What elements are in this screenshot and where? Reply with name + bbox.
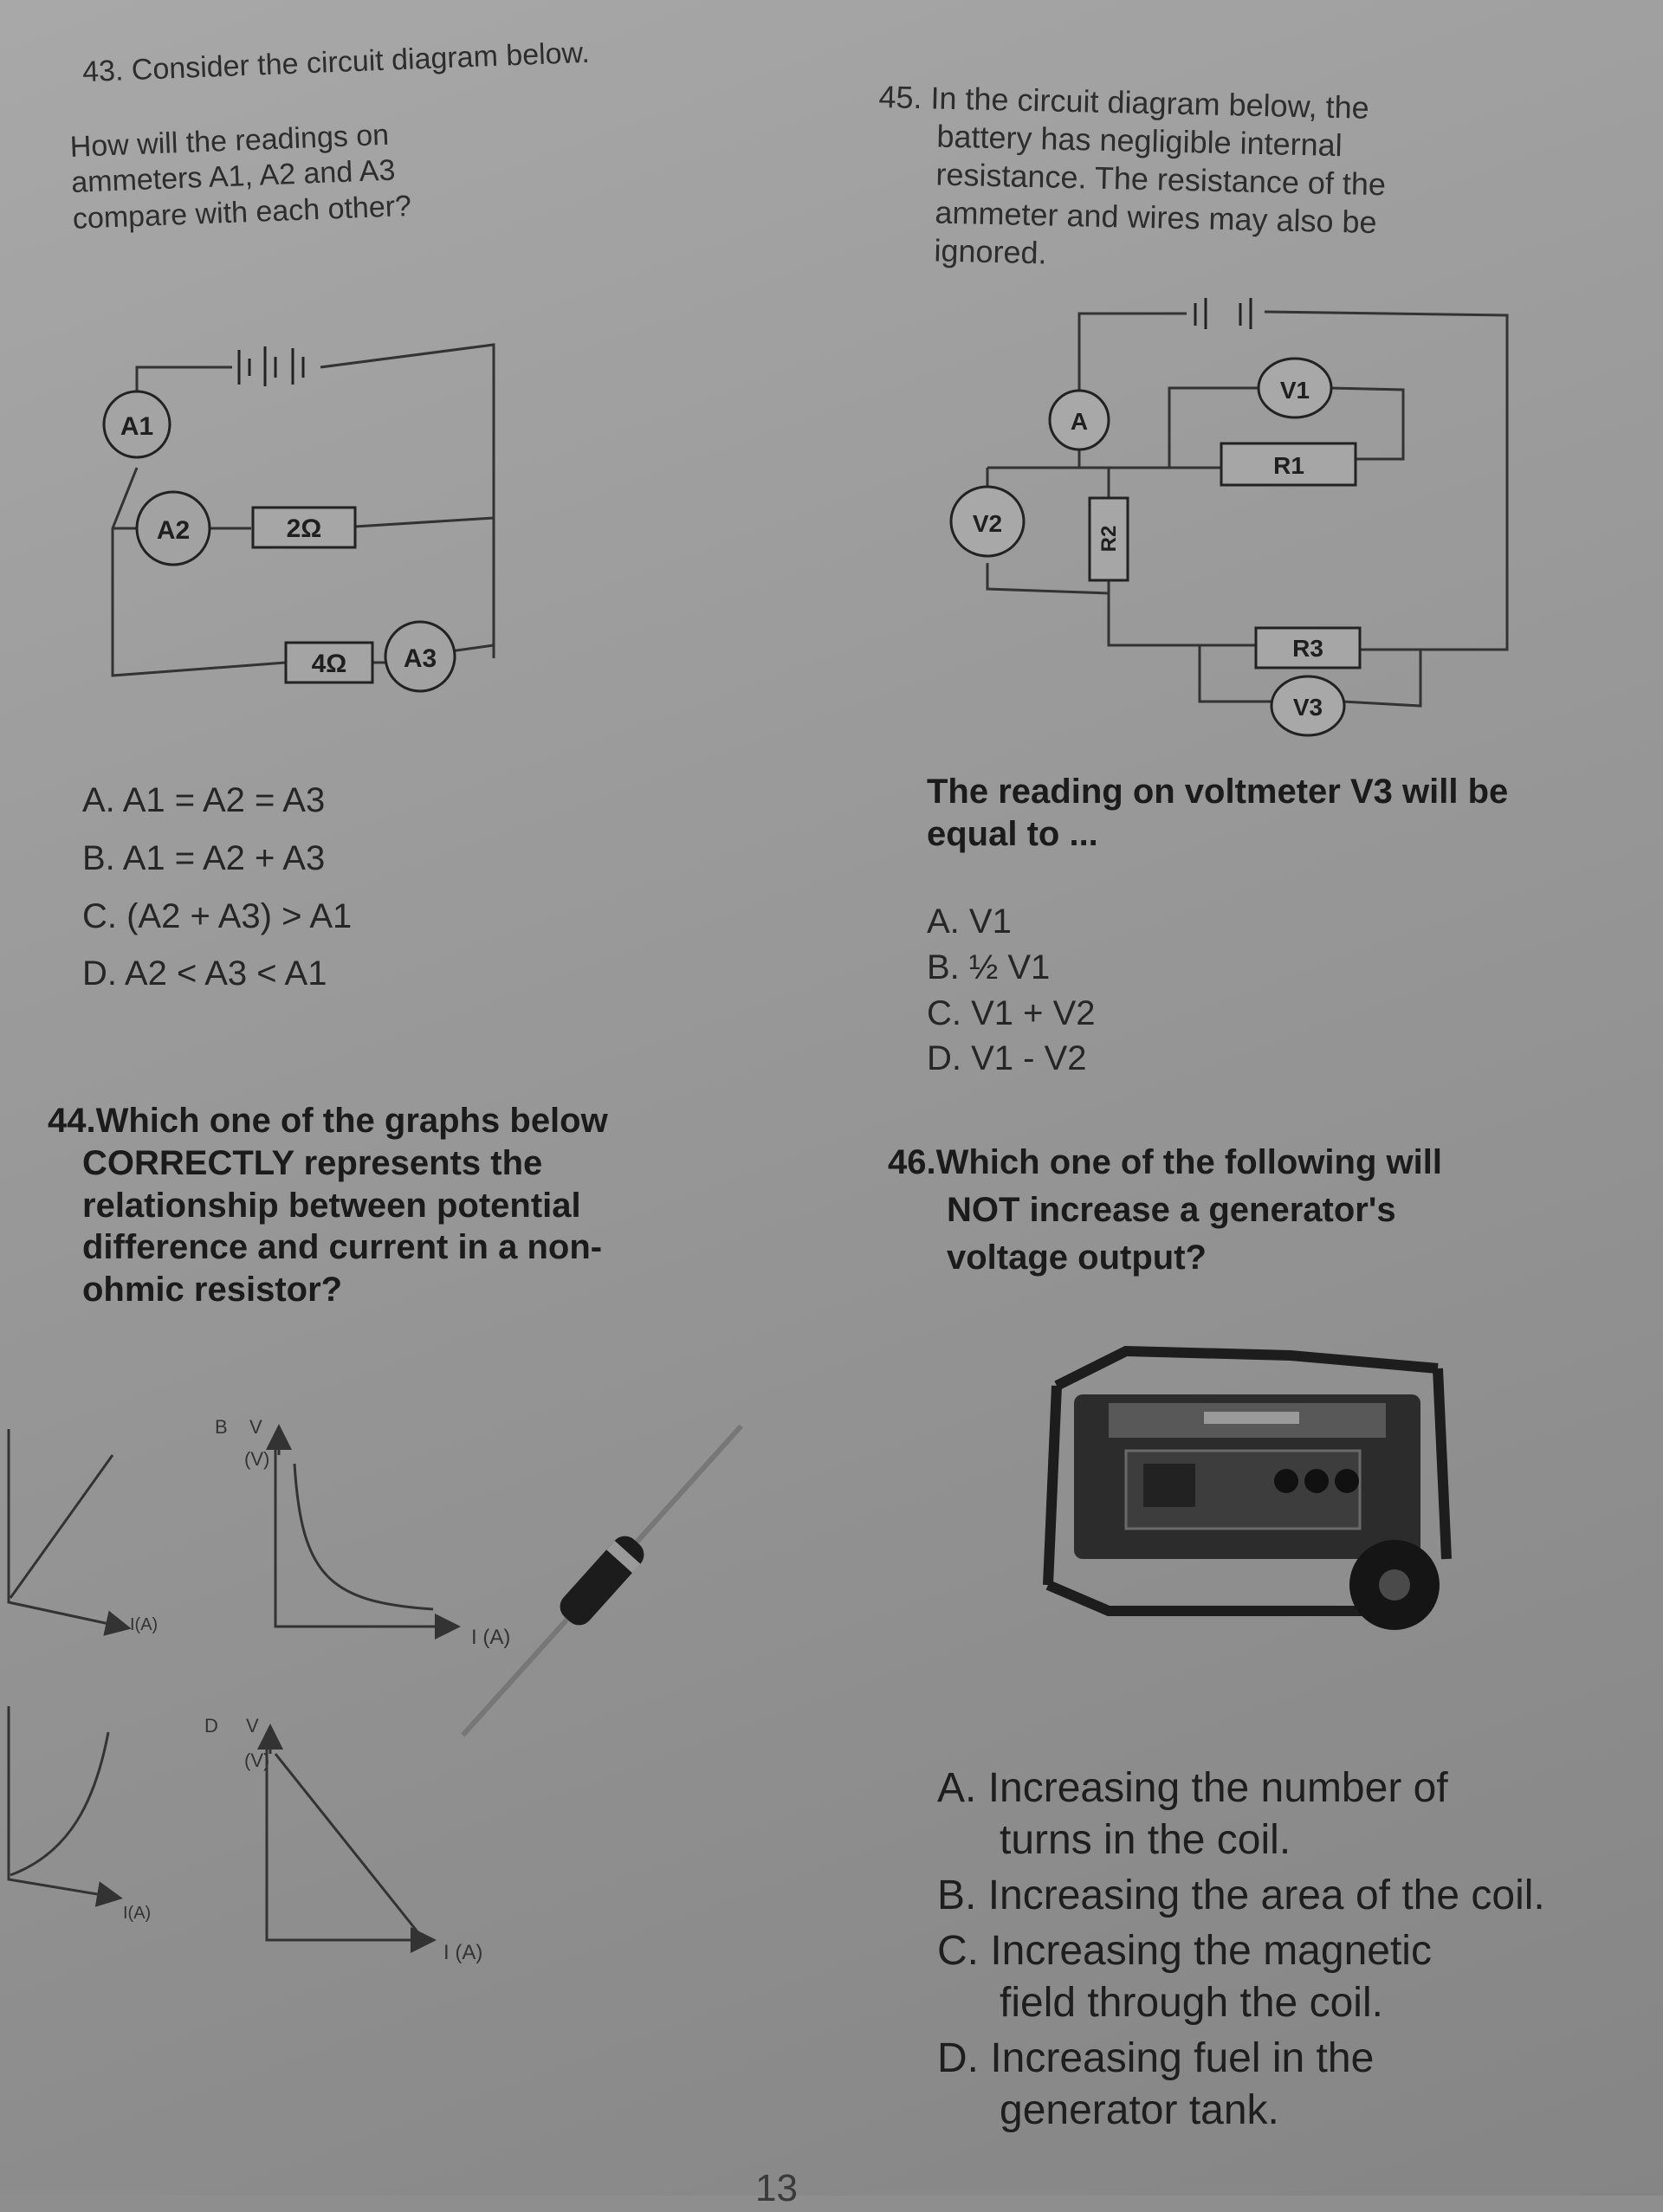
q45-wire [1079,314,1187,390]
graph-b-axes [275,1446,450,1627]
graph-b [215,1416,510,1649]
graph-d-y-unit: (V) [244,1750,270,1771]
q43-options [82,779,352,995]
resistor-r3-label: R3 [1292,635,1323,662]
generator-frame [1438,1368,1446,1559]
graph-d-tag: D [204,1715,218,1737]
q46-prompt-line: voltage output? [947,1238,1207,1277]
q43-option-a: A. A1 = A2 = A3 [82,781,326,819]
q44-prompt-line: CORRECTLY represents the [82,1143,543,1182]
q45-option-a: A. V1 [927,902,1012,941]
voltmeter-v3-label: V3 [1292,694,1323,721]
q45-option-b: B. ½ V1 [927,948,1051,986]
q44-prompt-line: 44.Which one of the graphs below [48,1102,608,1140]
q43-prompt-line: How will the readings on [69,118,390,164]
q46-option-b-line: B. Increasing the area of the coil. [937,1872,1545,1918]
q44-prompt [48,1100,689,1311]
q45-question-line: equal to ... [927,814,1098,853]
q45-prompt-line: resistance. The resistance of the [935,156,1387,203]
graph-d-line [275,1754,423,1938]
q46-option-d [937,2033,1630,2137]
generator-frame [1057,1351,1438,1386]
q43-wire [355,518,494,527]
resistor-4-ohm-label: 4Ω [311,650,347,678]
q45-question [927,771,1508,856]
q46-options [937,1762,1630,2137]
q44-prompt-line: relationship between potential [82,1186,581,1225]
q45-option-c: C. V1 + V2 [927,993,1096,1032]
resistor-2-ohm-label: 2Ω [286,514,322,543]
graph-d [204,1715,482,1964]
battery-icon [239,346,303,386]
graph-d-y-label: V [246,1715,259,1737]
q45-wire [1109,580,1256,645]
graph-a-axes [9,1429,121,1627]
q43-prompt-line: compare with each other? [72,189,412,236]
voltmeter-v2-label: V2 [972,510,1003,537]
resistor-r1-label: R1 [1273,452,1304,479]
voltmeter-v1-label: V1 [1279,377,1310,404]
q45-circuit-diagram [935,294,1524,745]
generator-photo [1031,1334,1481,1680]
graph-a-curve [10,1455,113,1598]
diode-component [450,1414,754,1746]
q45-options [927,901,1096,1080]
generator-outlet [1274,1469,1298,1493]
q46-prompt-line: 46.Which one of the following will [888,1143,1442,1181]
q46-option-b [937,1870,1630,1922]
q43-wire [450,645,494,651]
generator-engine-part [1143,1464,1195,1507]
generator-frame [1048,1386,1057,1585]
q43-option-c: C. (A2 + A3) > A1 [82,896,353,935]
q43-option-d: D. A2 < A3 < A1 [82,954,327,993]
graph-b-curve [294,1464,433,1609]
q43-wire [320,345,494,658]
q44-prompt-line: difference and current in a non- [82,1228,603,1267]
ammeter-a1-label: A1 [120,412,154,441]
q46-prompt [888,1142,1589,1278]
ammeter-a-label: A [1070,408,1089,435]
q45-option-d: D. V1 - V2 [927,1039,1087,1078]
ammeter-a3-label: A3 [403,644,437,673]
q45-question-line: The reading on voltmeter V3 will be [927,773,1509,811]
q43-circuit-diagram [87,329,502,702]
battery-icon [1195,298,1251,329]
q43-prompt-line: ammeters A1, A2 and A3 [70,154,397,200]
q45-prompt-line: battery has negligible internal [936,118,1343,164]
graph-c-x-label: I(A) [123,1904,152,1923]
q43-option-b: B. A1 = A2 + A3 [82,838,326,877]
graph-c-curve [10,1732,108,1875]
q46-option-c-line: field through the coil. [1000,1980,1383,2026]
q46-option-d-line: D. Increasing fuel in the [937,2035,1375,2081]
graph-a-x-label: I(A) [130,1615,159,1634]
graph-b-y-unit: (V) [244,1448,270,1470]
generator-base [1048,1585,1377,1611]
q45-prompt [875,78,1388,280]
q46-option-a-line: A. Increasing the number of [937,1765,1448,1811]
q46-option-a [937,1762,1630,1866]
q46-option-c-line: C. Increasing the magnetic [937,1928,1432,1974]
graph-d-x-label: I (A) [443,1941,483,1964]
q45-prompt-line: ammeter and wires may also be [935,194,1378,240]
graph-c [9,1706,151,1923]
generator-outlet [1335,1469,1359,1493]
graph-b-x-label: I (A) [471,1626,511,1649]
q44-prompt-line: ohmic resistor? [82,1271,343,1310]
q45-prompt-line: ignored. [934,232,1048,271]
q46-option-d-line: generator tank. [1000,2087,1279,2133]
q43-wire [113,468,286,676]
generator-outlet [1304,1469,1329,1493]
ammeter-a2-label: A2 [156,516,191,545]
resistor-r2-label: R2 [1097,525,1121,553]
q43-prompt [69,117,412,237]
graph-b-tag: B [215,1416,228,1438]
generator-wheel-hub [1379,1569,1410,1601]
q46-prompt-line: NOT increase a generator's [947,1190,1396,1229]
q43-title: 43. Consider the circuit diagram below. [81,36,591,89]
q46-option-a-line: turns in the coil. [1000,1817,1291,1863]
graph-a [9,1429,158,1634]
q46-option-c [937,1925,1630,2029]
q44-graphs [0,1403,762,1975]
page-number: 13 [755,2167,798,2209]
generator-label-plate [1204,1412,1299,1424]
q45-prompt-line: 45. In the circuit diagram below, the [878,78,1370,126]
graph-b-y-label: V [249,1416,262,1438]
